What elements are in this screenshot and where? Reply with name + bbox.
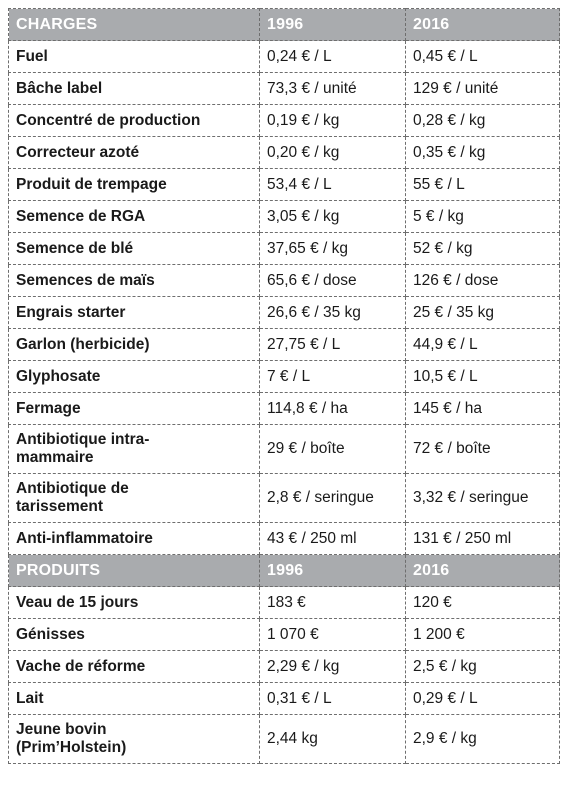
price-2016-cell: 1 200 € xyxy=(406,619,560,651)
price-1996-cell: 0,20 € / kg xyxy=(260,137,406,169)
price-1996-cell: 0,31 € / L xyxy=(260,683,406,715)
table-row xyxy=(9,265,560,297)
table-row xyxy=(9,233,560,265)
price-2016-cell: 55 € / L xyxy=(406,169,560,201)
table-row xyxy=(9,137,560,169)
price-2016-cell: 120 € xyxy=(406,587,560,619)
item-label-cell: Lait xyxy=(9,683,260,715)
price-2016-cell: 0,35 € / kg xyxy=(406,137,560,169)
item-label-cell: Produit de trempage xyxy=(9,169,260,201)
price-2016-cell: 2,5 € / kg xyxy=(406,651,560,683)
table-row xyxy=(9,329,560,361)
price-1996-cell: 7 € / L xyxy=(260,361,406,393)
price-1996-cell: 73,3 € / unité xyxy=(260,73,406,105)
table-row xyxy=(9,651,560,683)
table-row xyxy=(9,201,560,233)
produits-header-row xyxy=(9,555,560,587)
price-2016-cell: 52 € / kg xyxy=(406,233,560,265)
produits-header-year-1996: 1996 xyxy=(260,555,406,587)
price-2016-cell: 2,9 € / kg xyxy=(406,715,560,764)
item-label-cell: Vache de réforme xyxy=(9,651,260,683)
charges-header-year-2016: 2016 xyxy=(406,9,560,41)
item-label-cell: Glyphosate xyxy=(9,361,260,393)
price-2016-cell: 131 € / 250 ml xyxy=(406,523,560,555)
table-row xyxy=(9,393,560,425)
produits-header-label: PRODUITS xyxy=(9,555,260,587)
price-2016-cell: 5 € / kg xyxy=(406,201,560,233)
table-row xyxy=(9,715,560,764)
produits-header-year-2016: 2016 xyxy=(406,555,560,587)
item-label-cell: Semence de blé xyxy=(9,233,260,265)
item-label-cell: Veau de 15 jours xyxy=(9,587,260,619)
item-label-cell: Bâche label xyxy=(9,73,260,105)
price-1996-cell: 43 € / 250 ml xyxy=(260,523,406,555)
table-row xyxy=(9,169,560,201)
price-2016-cell: 25 € / 35 kg xyxy=(406,297,560,329)
price-2016-cell: 145 € / ha xyxy=(406,393,560,425)
item-label-cell: Garlon (herbicide) xyxy=(9,329,260,361)
table-row xyxy=(9,361,560,393)
price-2016-cell: 126 € / dose xyxy=(406,265,560,297)
price-2016-cell: 72 € / boîte xyxy=(406,425,560,474)
table-row xyxy=(9,105,560,137)
price-1996-cell: 27,75 € / L xyxy=(260,329,406,361)
price-2016-cell: 0,45 € / L xyxy=(406,41,560,73)
price-1996-cell: 26,6 € / 35 kg xyxy=(260,297,406,329)
price-2016-cell: 3,32 € / seringue xyxy=(406,474,560,523)
item-label-cell: Semence de RGA xyxy=(9,201,260,233)
charges-section xyxy=(9,9,560,555)
produits-section xyxy=(9,555,560,764)
price-1996-cell: 3,05 € / kg xyxy=(260,201,406,233)
item-label-cell: Engrais starter xyxy=(9,297,260,329)
table-row xyxy=(9,587,560,619)
table-row xyxy=(9,523,560,555)
table-row xyxy=(9,474,560,523)
price-2016-cell: 0,29 € / L xyxy=(406,683,560,715)
table-row xyxy=(9,41,560,73)
price-1996-cell: 114,8 € / ha xyxy=(260,393,406,425)
price-comparison-table xyxy=(8,8,560,764)
price-1996-cell: 29 € / boîte xyxy=(260,425,406,474)
item-label-cell: Fuel xyxy=(9,41,260,73)
price-1996-cell: 2,8 € / seringue xyxy=(260,474,406,523)
price-1996-cell: 37,65 € / kg xyxy=(260,233,406,265)
item-label-cell: Jeune bovin (Prim’Holstein) xyxy=(9,715,260,764)
price-2016-cell: 129 € / unité xyxy=(406,73,560,105)
item-label-cell: Génisses xyxy=(9,619,260,651)
price-1996-cell: 0,24 € / L xyxy=(260,41,406,73)
item-label-cell: Concentré de production xyxy=(9,105,260,137)
price-1996-cell: 65,6 € / dose xyxy=(260,265,406,297)
price-2016-cell: 44,9 € / L xyxy=(406,329,560,361)
table-row xyxy=(9,683,560,715)
item-label-cell: Semences de maïs xyxy=(9,265,260,297)
price-2016-cell: 10,5 € / L xyxy=(406,361,560,393)
table-row xyxy=(9,619,560,651)
table-row xyxy=(9,297,560,329)
charges-header-year-1996: 1996 xyxy=(260,9,406,41)
item-label-cell: Correcteur azoté xyxy=(9,137,260,169)
item-label-cell: Anti-inflammatoire xyxy=(9,523,260,555)
price-1996-cell: 2,29 € / kg xyxy=(260,651,406,683)
price-1996-cell: 1 070 € xyxy=(260,619,406,651)
price-1996-cell: 0,19 € / kg xyxy=(260,105,406,137)
item-label-cell: Fermage xyxy=(9,393,260,425)
table-row xyxy=(9,425,560,474)
price-1996-cell: 2,44 kg xyxy=(260,715,406,764)
item-label-cell: Antibiotique intra- mammaire xyxy=(9,425,260,474)
table-row xyxy=(9,73,560,105)
charges-header-label: CHARGES xyxy=(9,9,260,41)
price-comparison-table-container xyxy=(8,8,559,764)
price-1996-cell: 53,4 € / L xyxy=(260,169,406,201)
item-label-cell: Antibiotique de tarissement xyxy=(9,474,260,523)
price-1996-cell: 183 € xyxy=(260,587,406,619)
price-2016-cell: 0,28 € / kg xyxy=(406,105,560,137)
charges-header-row xyxy=(9,9,560,41)
